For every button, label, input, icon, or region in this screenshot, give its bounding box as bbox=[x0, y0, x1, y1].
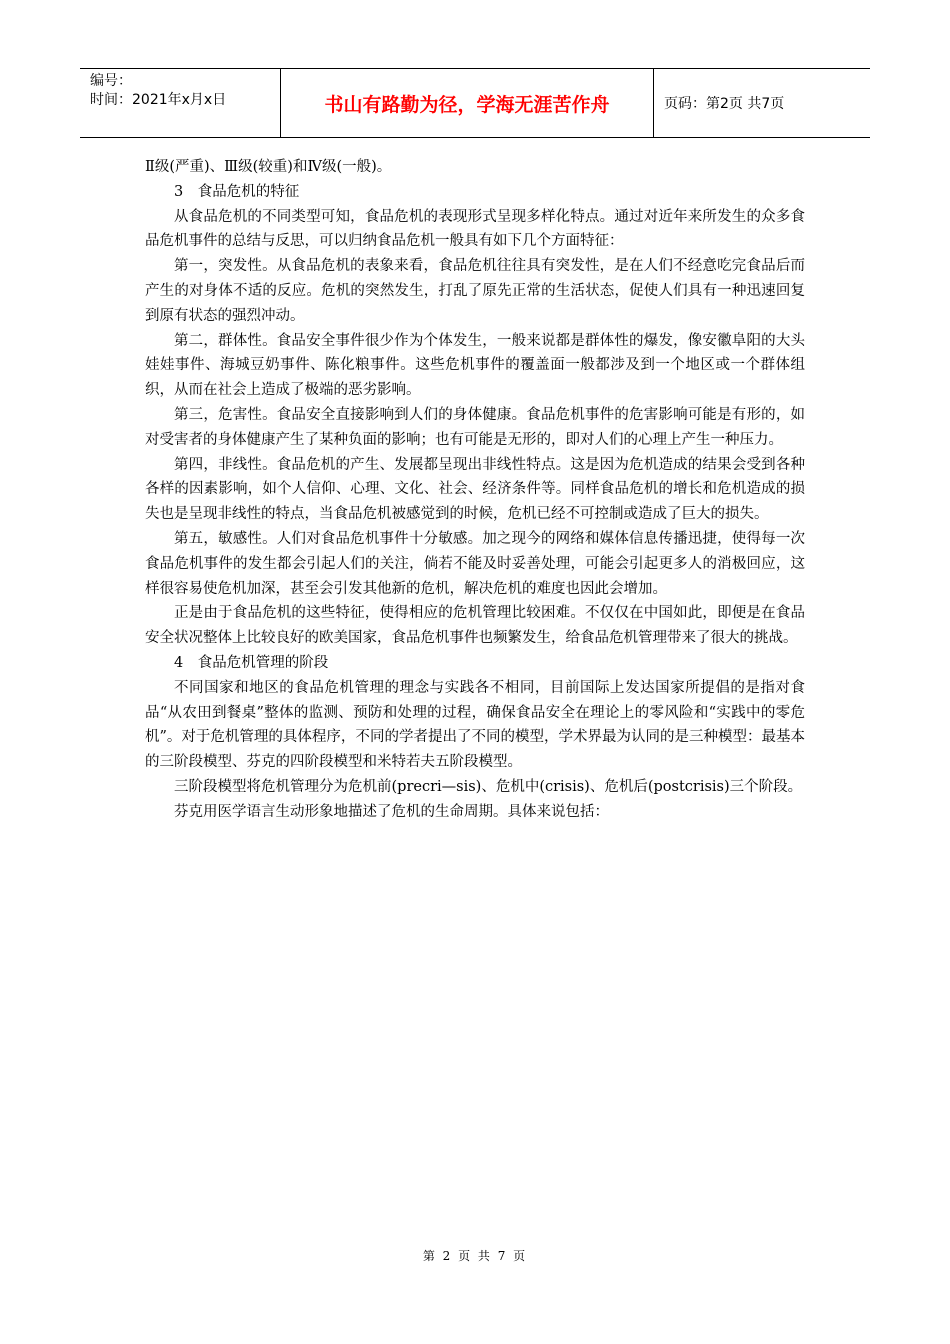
paragraph: 第五，敏感性。人们对食品危机事件十分敏感。加之现今的网络和媒体信息传播迅捷，使得每一次食品危机事件的发生都会引起人们的关注，倘若不能及时妥善处理，可能会引起更多人的消极回应，这样很容易使危机加深，甚至会引发其他新的危机，解决危机的难度也因此会增加。 bbox=[145, 530, 805, 597]
paragraph: 从食品危机的不同类型可知，食品危机的表现形式呈现多样化特点。通过对近年来所发生的众多食品危机事件的总结与反思，可以归纳食品危机一般具有如下几个方面特征： bbox=[145, 208, 805, 250]
page-footer: 第 2 页 共 7 页 bbox=[422, 1249, 528, 1263]
document-body bbox=[145, 155, 805, 825]
header-meta bbox=[80, 69, 281, 137]
section-heading-3: 3 食品危机的特征 bbox=[174, 183, 300, 200]
section-heading-4: 4 食品危机管理的阶段 bbox=[174, 654, 329, 671]
paragraph: 第一，突发性。从食品危机的表象来看，食品危机往往具有突发性，是在人们不经意吃完食品后而产生的对身体不适的反应。危机的突然发生，打乱了原先正常的生活状态，促使人们具有一种迅速回复到原有状态的强烈冲动。 bbox=[145, 258, 805, 324]
paragraph: 不同国家和地区的食品危机管理的理念与实践各不相同，目前国际上发达国家所提倡的是指对食品“从农田到餐桌”整体的监测、预防和处理的过程，确保食品安全在理论上的零风险和“实践中的零危机”。对于危机管理的具体程序，不同的学者提出了不同的模型，学术界最为认同的是三种模型：最基本的三阶段模型、芬克的四阶段模型和米特若夫五阶段模型。 bbox=[145, 679, 805, 771]
paragraph-level-continuation: Ⅱ级(严重)、Ⅲ级(较重)和Ⅳ级(一般)。 bbox=[145, 159, 392, 175]
page-header bbox=[80, 68, 870, 138]
paragraph: 三阶段模型将危机管理分为危机前(precri—sis)、危机中(crisis)、危机后(postcrisis)三个阶段。 bbox=[174, 778, 803, 795]
header-motto: 书山有路勤为径，学海无涯苦作舟 bbox=[281, 69, 654, 137]
date-line: 时间：2021年x月x日 bbox=[90, 92, 227, 108]
paragraph: 第四，非线性。食品危机的产生、发展都呈现出非线性特点。这是因为危机造成的结果会受到各种各样的因素影响，如个人信仰、心理、文化、社会、经济条件等。同样食品危机的增长和危机造成的损失也是呈现非线性的特点，当食品危机被感觉到的时候，危机已经不可控制或造成了巨大的损失。 bbox=[145, 456, 805, 523]
paragraph: 芬克用医学语言生动形象地描述了危机的生命周期。具体来说包括： bbox=[174, 803, 609, 820]
paragraph: 正是由于食品危机的这些特征，使得相应的危机管理比较困难。不仅仅在中国如此，即便是在食品安全状况整体上比较良好的欧美国家，食品危机事件也频繁发生，给食品危机管理带来了很大的挑战。 bbox=[145, 605, 805, 647]
paragraph: 第二，群体性。食品安全事件很少作为个体发生，一般来说都是群体性的爆发，像安徽阜阳的大头娃娃事件、海城豆奶事件、陈化粮事件。这些危机事件的覆盖面一般都涉及到一个地区或一个群体组织，从而在社会上造成了极端的恶劣影响。 bbox=[145, 332, 805, 399]
code-label: 编号： bbox=[90, 73, 132, 89]
header-page-info: 页码：第2页 共7页 bbox=[664, 96, 785, 112]
paragraph: 第三，危害性。食品安全直接影响到人们的身体健康。食品危机事件的危害影响可能是有形的，如对受害者的身体健康产生了某种负面的影响；也有可能是无形的，即对人们的心理上产生一种压力。 bbox=[145, 406, 805, 448]
